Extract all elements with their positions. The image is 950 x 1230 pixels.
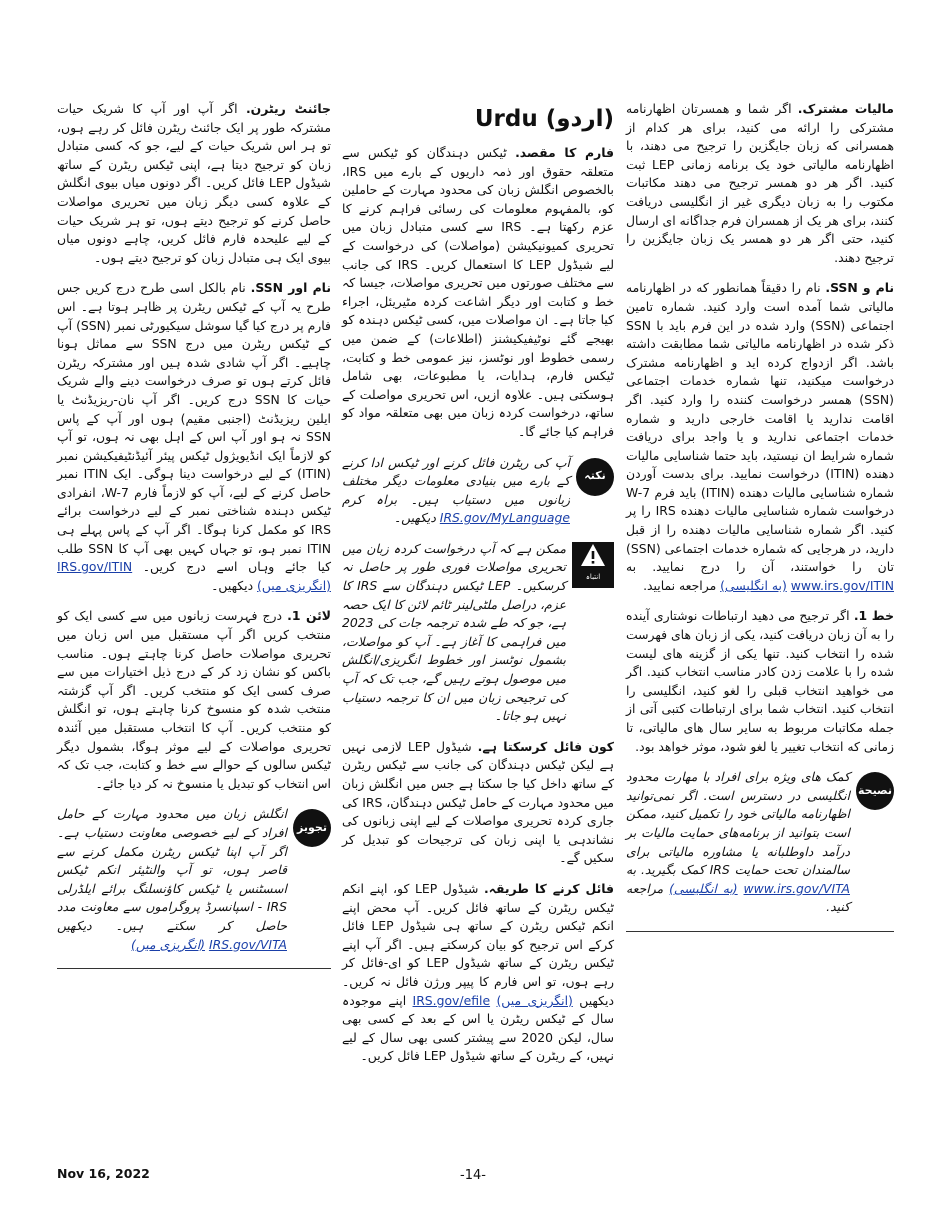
paragraph-joint-return: جائنٹ ریٹرن. اگر آپ اور آپ کا شریک حیات مشترکہ طور پر ایک جائنٹ ریٹرن فائل کر رہے ہوں، تو ہر اس شریک حیات کے لیے، جو کہ کسی متبادل زبان کو ترجیح دیتا ہے، اپنی ٹیکس ریٹرن کے ساتھ شیڈول LEP فائل کریں۔ اگر دونوں میاں بیوی انگلش کے علاوہ کسی دیگر زبان میں تحریری مواصلات حاصل کرنے کو ترجیح دیتے ہوں، تو ہر شریک حیات کے لیے علیحدہ فارم فائل کریں، چاہے دونوں میاں بیوی ایک ہی متبادل زبان کو ترجیح دیتے ہوں۔ [57,101,331,265]
paragraph-joint-filing: مالیات مشترک. اگر شما و همسرتان اظهارنامه مشترکی را ارائه می کنید، برای هر کدام از همسرانی که زبان جایگزین را ترجیح می دهند، با اظهارنامه مالیاتی خود یک برنامه زمانی LEP ثبت کنید. اگر هر دو همسر ترجیح می دهند مکاتبات مکتوب را به زبان دیگری غیر از انگلیسی دریافت کنند، برای هر یک از همسران فرم جداگانه ای ارسال کنید، حتی اگر هر دو همسر یک زبان جایگزین را ترجیح دهند. [626,101,894,265]
paragraph-name-ssn-urdu: نام اور SSN. نام بالکل اسی طرح درج کریں جس طرح یہ آپ کے ٹیکس ریٹرن پر ظاہر ہوتا ہے۔ اس فارم پر درج کیا گیا سوشل سیکیورٹی نمبر (SSN) آپ کے ٹیکس ریٹرن میں درج SSN سے مماثل ہونا چاہیے۔ اگر آپ شادی شدہ ہیں اور مشترکہ ریٹرن فائل کرتے ہوں تو صرف درخواست دینے والے شریک حیات کا SSN درج کریں۔ اگر آپ نان-ریزیڈنٹ یا ایلین ریزیڈنٹ (اجنبی مقیم) ہوں اور آپ کے پاس SSN نہ ہو اور آپ اس کے اہل بھی نہ ہوں، تو آپ کو لازماً ایک انڈیویژول ٹیکس پیئر آئیڈنٹیفیکیشن نمبر (ITIN) کے لیے درخواست دینا ہوگی۔ ایک ITIN نمبر حاصل کرنے کے لیے، آپ کو لازماً فارم W-7، انفرادی ٹیکس دہندہ شناختی نمبر کے لیے درخواست برائے IRS کو مکمل کرنا ہوگا۔ اگر آپ کے پاس پہلے ہی ITIN نمبر ہو، تو جہاں کہیں بھی آپ کا SSN طلب کیا جائے وہاں اسے درج کریں۔ IRS.gov/ITIN (انگریزی میں) دیکھیں۔ [57,280,332,593]
itin-link-note[interactable]: (به انگلیسی) [720,577,787,593]
warning-label: انتباہ [585,573,601,582]
tip-text: کمک های ویژه برای افراد با مهارت محدود انگلیسی در دسترس است. اگر نمی‌توانید اظهارنامه مالیاتی خود را تکمیل کنید، ممکن است بتوانید از برنامه‌های حمایت مالیات بر درآمد داوطلبانه یا مشاوره مالیاتی برای سالمندان تحت حمایت IRS کمک بگیرید. به www.irs.gov/VITA (به انگلیسی) مراجعه کنید. [626,769,850,915]
page-number: -14- [460,1168,486,1183]
paragraph-name-ssn: نام و SSN. نام را دقیقاً همانطور که در اظهارنامه مالیاتی شما آمده است وارد کنید. شماره تامین اجتماعی (SSN) وارد شده در این فرم باید با SSN ذکر شده در اظهارنامه مالیاتی شما مطابقت داشته باشد. اگر ازدواج کرده اید و اظهارنامه مشترک درخواست میکنید، تنها شماره خدمات اجتماعی (SSN) همسر درخواست کننده را وارد کنید. اگر اقامت ندارید یا اقامت خارجی دارید و شماره خدمات اجتماعی ندارید و یا واجد برای دریافت شماره شرایط ان نیستید، باید حتما شناسایی مالیات دهنده (ITIN) درخواست نمایید. برای بدست آوردن شماره شناسایی مالیات دهنده (ITIN) باید فرم W-7 درخواست شماره شناسایی مالیات دهنده IRS را پر کنید. اگر شماره شناسایی مالیات دهنده را از قبل دارید، در هرجایی که شماره خدمات اجتماعی (SSN) تان را خواستند، آن را درج نمایید. به www.irs.gov/ITIN (به انگلیسی) مراجعه نمایید. [626,280,895,593]
paragraph-line-1-urdu: لائن 1. درج فہرست زبانوں میں سے کسی ایک کو منتخب کریں اگر آپ مستقبل میں اس زبان میں تحریری مواصلات حاصل کرنا چاہتے ہوں۔ مناسب باکس کو نشان زد کر کے درج ذیل اختیارات میں سے صرف کسی ایک کو منتخب کریں۔ اگر آپ گزشتہ منتخب شدہ کو منسوخ کرنا چاہتے ہوں، تو انگلش کو منتخب کریں۔ آپ کا انتخاب مستقبل میں آئندہ تحریری مواصلات کے لیے موثر ہوگا، بشمول دیگر ٹیکس سالوں کے حوالے سے خط و کتابت، جب تک کہ اس انتخاب کو تبدیل یا منسوخ نہ کر دیا جائے۔ [57,608,332,791]
suggestion-text: انگلش زبان میں محدود مہارت کے حامل افراد کے لیے خصوصی معاونت دستیاب ہے۔ اگر آپ اپنا ٹیکس ریٹرن مکمل کرنے سے قاصر ہوں، تو آپ والنٹیئر انکم ٹیکس اسسٹنس یا ٹیکس کاؤنسلنگ برائے ایلڈرلی IRS - اسپانسرڈ پروگراموں سے معاونت مدد حاصل کر سکتے ہیں۔ دیکھیں IRS.gov/VITA (انگریزی میں) [57,806,287,952]
itin-link[interactable]: www.irs.gov/ITIN [790,577,894,593]
section-title: Urdu (اردو) [474,106,614,132]
vita-link-note[interactable]: (به انگلیسی) [669,880,738,896]
warning-triangle-icon [580,543,606,567]
vita-link-urdu[interactable]: IRS.gov/VITA [208,936,287,952]
itin-link-urdu-note[interactable]: (انگریزی میں) [257,577,331,593]
note-badge: نکتہ [576,458,614,496]
note-box [342,454,614,528]
divider-left [57,968,331,969]
paragraph-who-can-file: کون فائل کرسکتا ہے. شیڈول LEP لازمی نہیں ہے لیکن ٹیکس دہندگان کی جانب سے ٹیکس ریٹرن کے ساتھ داخل کیا جا سکتا ہے جس میں انگلش زبان میں محدود مہارت کے حامل ٹیکس دہندگان، IRS کی جاری کردہ تحریری مواصلات کے لیے اپنی زبانوں کی نشاندہی یا اپنی زبان کی ترجیحات کو تبدیل کر سکیں گے۔ [342,738,614,866]
efile-link[interactable]: IRS.gov/efile [412,992,491,1008]
suggestion-box [57,805,331,954]
tip-badge: نصیحة [856,772,894,810]
efile-link-note[interactable]: (انگریزی میں) [496,992,573,1008]
column-urdu-2 [57,100,331,969]
mylanguage-link[interactable]: IRS.gov/MyLanguage [439,510,570,526]
tip-box [626,768,894,917]
column-urdu-1 [342,100,614,1078]
paragraph-purpose: فارم کا مقصد. ٹیکس دہندگان کو ٹیکس سے متعلقہ حقوق اور ذمہ داریوں کے بارے میں IRS، بالخصوص انگلش زبان کی محدود مہارت کے حاملین کو، بالمفہوم معلومات کی رسائی فراہم کرنے کا عزم رکھتا ہے۔ IRS سے کسی متبادل زبان میں تحریری کمیونیکیشن (مواصلات) کی درخواست کے لیے شیڈول LEP کا استعمال کریں۔ IRS کی جانب سے مختلف صورتوں میں تحریری مواصلات، جیسا کہ خط و کتابت اور دیگر اشاعت کردہ مٹیریئل، اجراء کیا جاتا ہے۔ ان مواصلات میں، کسی ٹیکس دہندہ کو بھیجے گئے نوٹیفیکیشنز (اطلاعات) کے ضمن میں رسمی خطوط اور نوٹسز، نیز عمومی خط و کتابت، ٹیکس فارم، ہدایات، یا مطبوعات، بھی شامل ہوسکتی ہیں۔ علاوہ ازیں، اس تحریری مواصلت کے ساتھ، درخواست کردہ زبان میں بھی متعلقہ مواد کو فراہم کیا جائے گا۔ [342,145,615,439]
paragraph-how-to-file: فائل کرنے کا طریقہ. شیڈول LEP کو، اپنے انکم ٹیکس ریٹرن کے ساتھ فائل کریں۔ آپ محض اپنے انکم ٹیکس ریٹرن کے ساتھ ہی شیڈول LEP فائل کرکے اس ترجیح کو بیان کرسکتے ہیں۔ اگر آپ اپنے ٹیکس ریٹرن کے ساتھ شیڈول LEP کو ای-فائل کر رہے ہوں، تو اس فارم کا پیپر ورژن فائل نہ کریں۔ دیکھیں (انگریزی میں) IRS.gov/efile اپنے موجودہ سال کے ٹیکس ریٹرن یا اس کے بعد کے کسی بھی سال، لیکن 2020 سے پیشتر کسی بھی سال کے لیے نہیں، کے ریٹرن کے ساتھ شیڈول LEP فائل کریں۔ [342,880,615,1064]
paragraph-line-1: خط 1. اگر ترجیح می دهید ارتباطات نوشتاری آینده را به آن زبان دریافت کنید، یکی از زبان های فهرست شده را انتخاب کنید. تنها یکی از گزینه های لیست شده را با علامت زدن کادر مناسب انتخاب کنید. اگر می خواهید انتخاب قبلی را لغو کنید، انگلیسی را انتخاب کنید. انتخاب شما برای ارتباطات کتبی آتی از جمله مکاتبات مربوط به سایر سال های مالیاتی، تا زمانی که انتخاب تغییر یا لغو شود، موثر خواهد بود. [626,608,895,754]
itin-link-urdu[interactable]: IRS.gov/ITIN [57,559,133,575]
warning-icon [572,542,614,588]
warning-box [342,540,614,726]
suggestion-badge: تجویز [293,809,331,847]
divider [626,931,894,932]
note-text: آپ کی ریٹرن فائل کرنے اور ٹیکس ادا کرنے کے بارے میں بنیادی معلومات دیگر مختلف زبانوں میں دستیاب ہیں۔ براہ کرم IRS.gov/MyLanguage دیکھیں۔ [342,454,570,526]
vita-link[interactable]: www.irs.gov/VITA [743,880,850,896]
warning-text: ممکن ہے کہ آپ درخواست کردہ زبان میں تحریری مواصلات فوری طور پر حاصل نہ کرسکیں۔ LEP ٹیکس دہندگان سے IRS کا عزم، دراصل ملٹی‌لینر ٹائم لائن کا ایک حصہ ہے، جو کہ طے شدہ ترجمہ جات کی 2023 میں فراہمی کا آغاز ہے۔ آپ کو مواصلات، بشمول نوٹسز اور خطوط انگریزی/انگلش میں موصول ہوتے رہیں گے، جب تک کہ آپ کی ترجیحی زبان میں ان کا ترجمہ دستیاب نہیں ہو جاتا۔ [342,540,566,724]
vita-link-urdu-note[interactable]: (انگریزی میں) [131,936,205,952]
column-persian [626,100,894,932]
footer-date: Nov 16, 2022 [57,1166,150,1181]
